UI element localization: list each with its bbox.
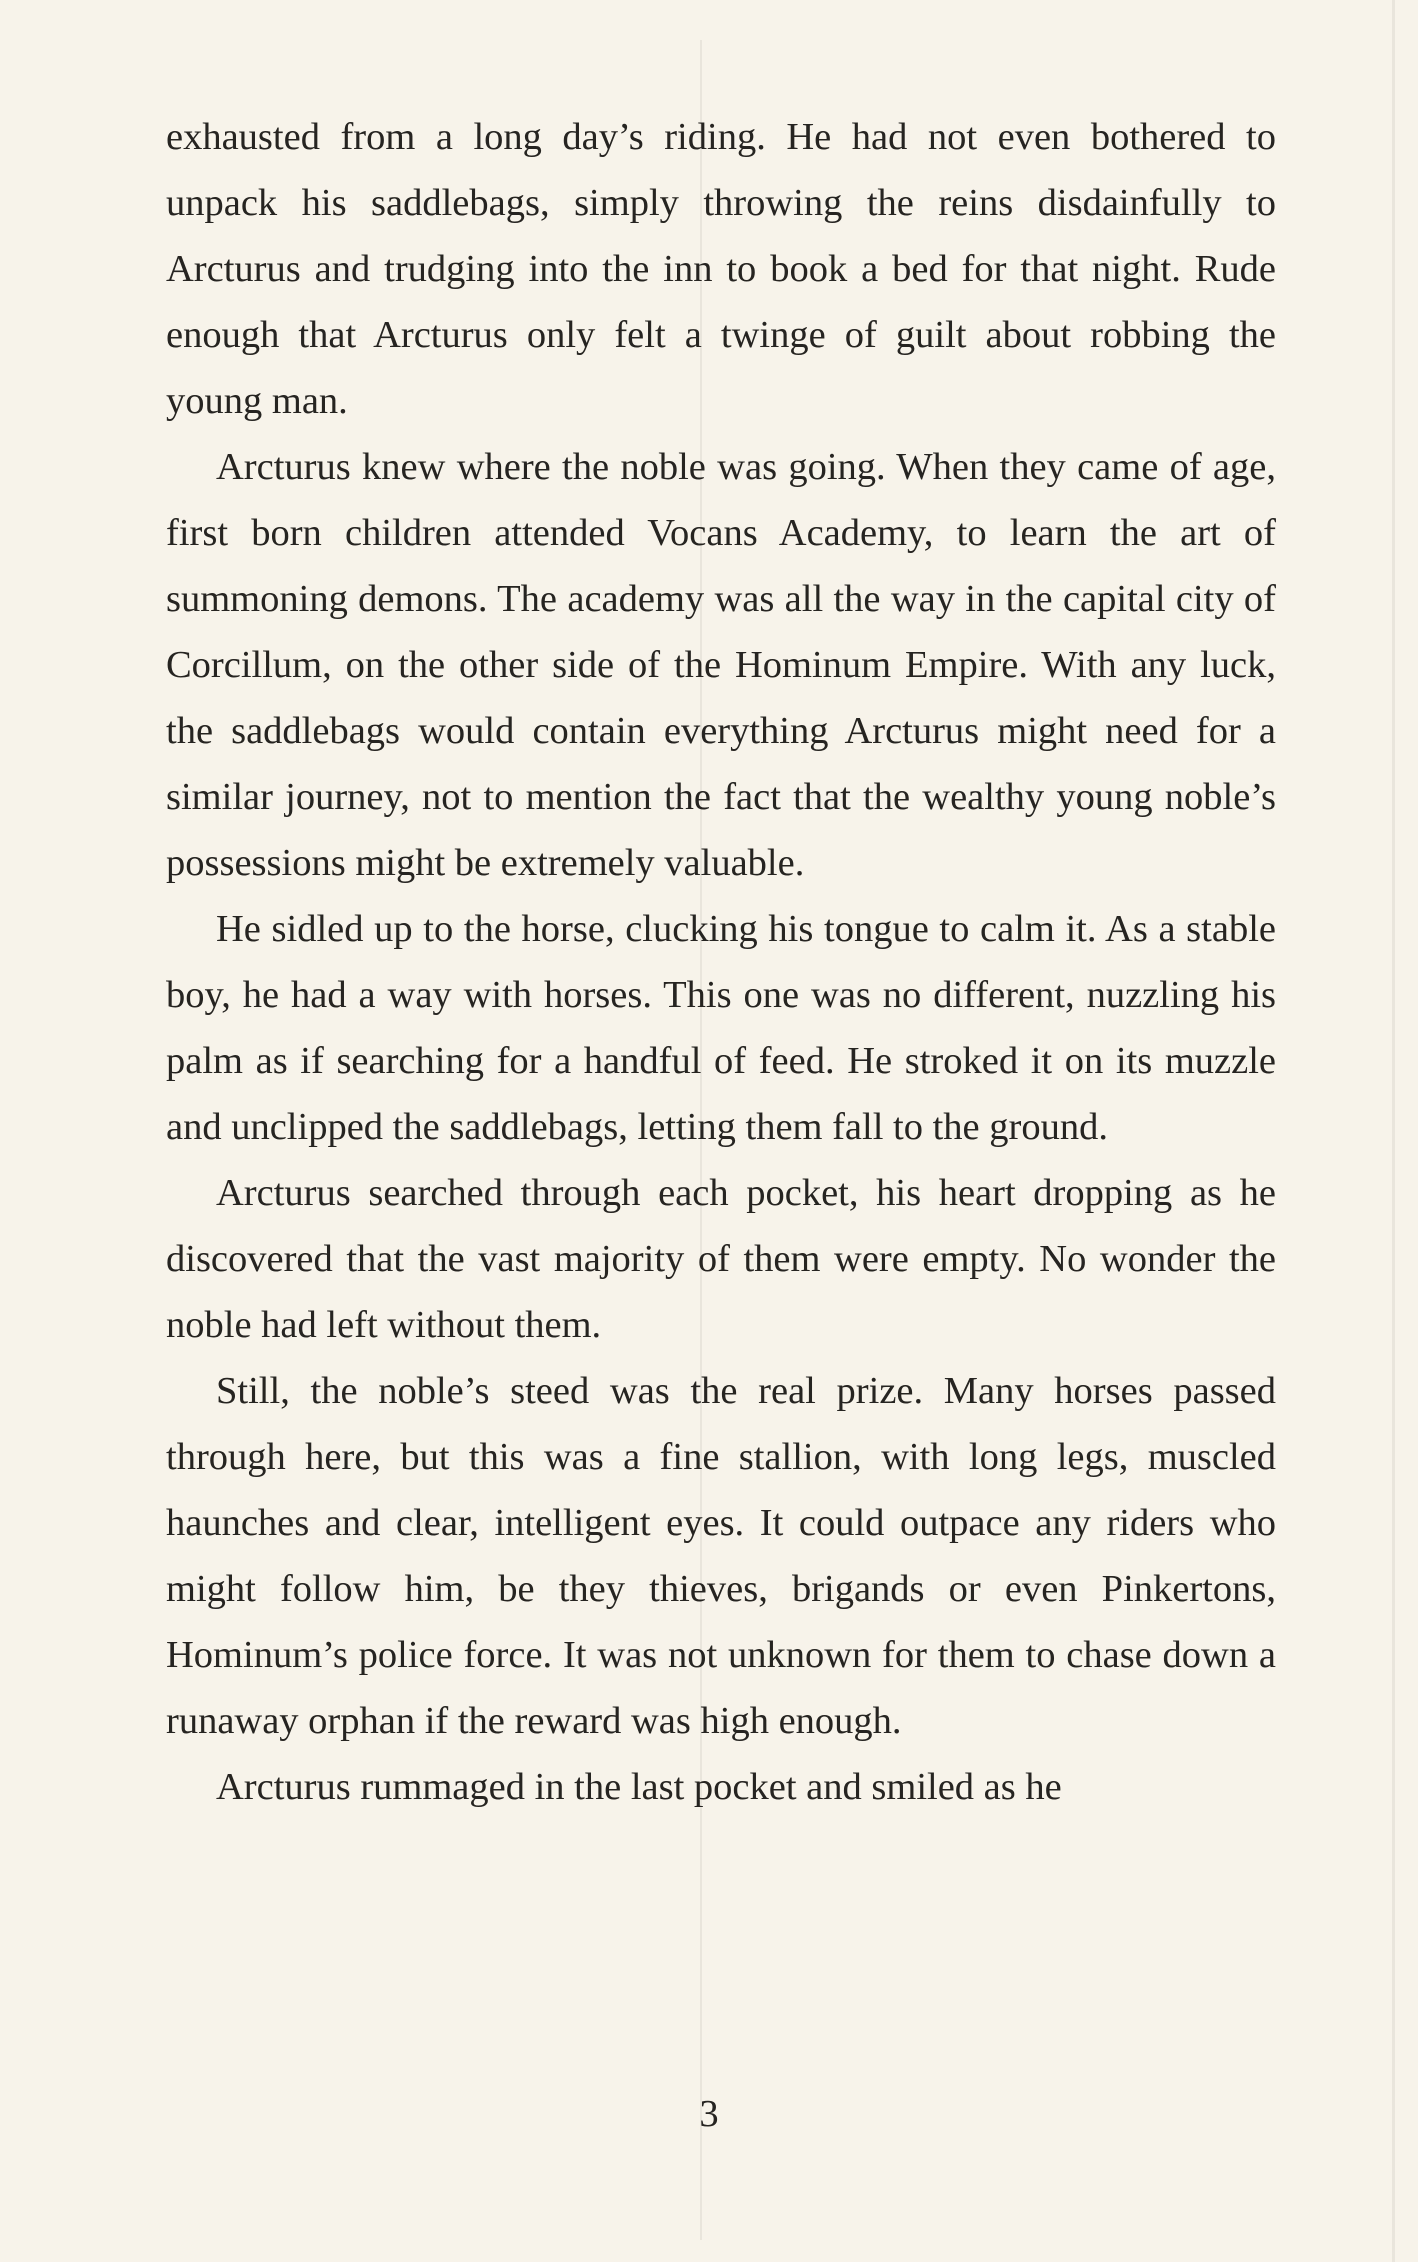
paragraph: exhausted from a long day’s riding. He had not even bothered to unpack his saddlebags, simply throwing the reins disdainfully to Arcturus and trudging into the inn to book a bed for that night. Rude enough that Arcturus only felt a twinge of guilt about robbing the young man. (166, 116, 1276, 422)
body-text (166, 104, 1276, 1820)
paragraph: Arcturus searched through each pocket, his heart dropping as he discovered that the vast majority of them were empty. No wonder the noble had left without them. (166, 1172, 1276, 1346)
paragraph: Arcturus rummaged in the last pocket and smiled as he (216, 1766, 1062, 1808)
paragraph: He sidled up to the horse, clucking his tongue to calm it. As a stable boy, he had a way with horses. This one was no different, nuzzling his palm as if searching for a handful of feed. He stroked it on its muzzle and unclipped the saddlebags, letting them fall to the ground. (166, 908, 1276, 1148)
paragraph: Still, the noble’s steed was the real prize. Many horses passed through here, but this was a fine stallion, with long legs, muscled haunches and clear, intelligent eyes. It could outpace any riders who might follow him, be they thieves, brigands or even Pinkertons, Hominum’s police force. It was not unknown for them to chase down a runaway orphan if the reward was high enough. (166, 1370, 1276, 1742)
page-crease (1392, 0, 1395, 2262)
paragraph: Arcturus knew where the noble was going. When they came of age, first born children attended Vocans Academy, to learn the art of summoning demons. The academy was all the way in the capital city of Corcillum, on the other side of the Hominum Empire. With any luck, the saddlebags would contain everything Arcturus might need for a similar journey, not to mention the fact that the wealthy young noble’s possessions might be extremely valuable. (166, 446, 1276, 884)
page-number: 3 (699, 2093, 719, 2135)
